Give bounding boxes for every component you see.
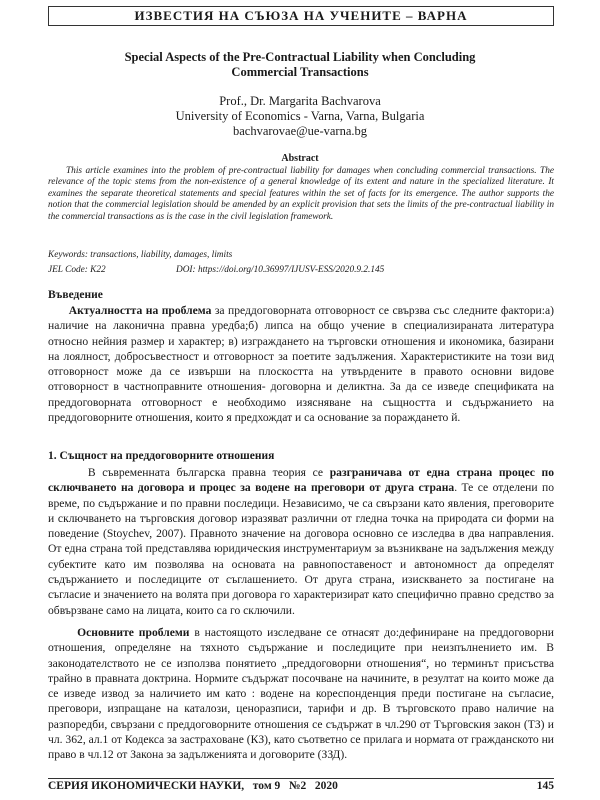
section-1-paragraph-2 — [48, 625, 554, 763]
footer-rule — [48, 778, 554, 779]
title-line-2: Commercial Transactions — [231, 65, 369, 79]
s1p1-text-b: . Те се отделени по време, по съдържание и по правни последици. Независимо, че са свързани като явления, преговорите и сключването на търговския договор изразяват различни от гледна точка на природата си форми на поведение (Stoychev, 2007). Правното значение на договора основно се изследва в два направления. От една страна той представлява юридическия инструментариум за възникване на задължения между субектите като им позволява на основата на равнопоставеност и автономност да определят съдържанието и последиците от съглашението. От друга страна, изискването за постигане на съгласие и значението на волята при договора го характеризират като специфично правно средство за обвързване само на лицата, които са го сключили. — [48, 481, 555, 617]
abstract-heading: Abstract — [281, 153, 319, 164]
keywords: Keywords: transactions, liability, damages, limits — [48, 250, 233, 260]
intro-paragraph — [48, 303, 554, 425]
author-name: Prof., Dr. Margarita Bachvarova — [219, 94, 381, 108]
footer-series: СЕРИЯ ИКОНОМИЧЕСКИ НАУКИ, — [48, 780, 245, 792]
journal-header: ИЗВЕСТИЯ НА СЪЮЗА НА УЧЕНИТЕ – ВАРНА — [48, 6, 554, 26]
title-line-1: Special Aspects of the Pre-Contractual Liability when Concluding — [124, 50, 476, 64]
author-email: bachvarovae@ue-varna.bg — [232, 124, 367, 138]
author-block — [60, 94, 540, 139]
s1p2-text: в настоящото изследване се отнасят до:дефиниране на преддоговорни отношения, определяне на тяхното съдържание и последиците при неизпълнението им. В законодателството не се използва понятието „преддоговорни отношения“, но терминът присъства трайно в правната доктрина. Нормите съдържат посочване на начините, в резултат на които може да се изведе извод за наличието им като : водене на кореспонденция преди постигане на съгласие, преговори, изпращане на каталози, ценоразписи, тарифи и др. В търговското право наличие на разпоредби, свързани с преддоговорните отношения се съдържат в чл.290 от Търговския закон (ТЗ) и чл. 362, ал.1 от Кодекса за застраховане (КЗ), като съответно се прилага и нормата от гражданското ни право в чл.12 от Закона за задълженията и договорите (ЗЗД). — [48, 626, 554, 762]
footer-year: 2020 — [314, 780, 338, 792]
page-footer — [48, 780, 554, 792]
s1p1-bold-phrase: разграничава от една страна процес по сключването на договора и процес за водене на преговори от друга страна — [48, 466, 555, 495]
section-1-paragraph-1 — [48, 465, 554, 618]
doi-link[interactable]: DOI: https://doi.org/10.36997/IJUSV-ESS/2020.9.2.145 — [176, 265, 385, 275]
intro-text: за преддоговорната отговорност се свързва със следните фактори:а) наличие на лаконична правна уредба;б) липса на общо учение в специализираната литература относно нейния размер и характер; в) изграждането на търговски отношения и икономика, базирани на лоялност, добросъвестност и отговорност за поетите задължения. Характеристиките на този вид отговорност може да се извърши на плоскостта на утвърдените в правото основни видове отговорност в частноправните отношения- договорна и деликтна. За да се изведе спецификата на преддоговорната отговорност е необходимо изясняване на същността и съдържанието на преддоговорните отношения, които я предхождат и са основание за пораждането й. — [48, 304, 554, 425]
intro-bold-phrase: Актуалността на проблема — [68, 304, 212, 317]
paper-title — [60, 50, 540, 80]
abstract-text: This article examines into the problem of pre-contractual liability for damages when concluding commercial transactions. The relevance of the topic stems from the non-existence of a general knowledge of its extent and nature in the specialized literature. It examines the separate theoretical statements and special features within the set of facts for its emergence. The author supports the notion that the commercial legislation should be amended by an explicit provision that sets the limits of the pre-contractual liability in the commercial transactions as is the case in the civil legislation framework. — [48, 166, 554, 222]
author-affiliation: University of Economics - Varna, Varna, Bulgaria — [175, 109, 425, 123]
jel-doi-row — [48, 265, 554, 275]
footer-volume: том 9 — [252, 780, 281, 792]
jel-code: JEL Code: K22 — [48, 265, 106, 275]
footer-issue: №2 — [288, 780, 307, 792]
intro-heading: Въведение — [48, 289, 103, 301]
s1p1-text-a: В съвременната българска правна теория се — [87, 466, 330, 479]
section-1-heading: 1. Същност на преддоговорните отношения — [48, 450, 275, 462]
s1p2-bold-phrase: Основните проблеми — [77, 626, 190, 639]
page-number: 145 — [536, 780, 554, 792]
